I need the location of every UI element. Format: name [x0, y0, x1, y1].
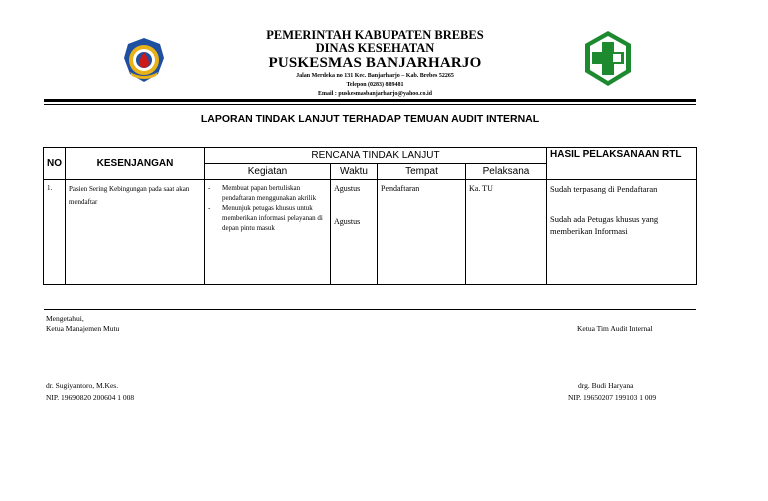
report-title: LAPORAN TINDAK LANJUT TERHADAP TEMUAN AUDIT INTERNAL: [200, 113, 540, 125]
header-kesenjangan: KESENJANGAN: [66, 148, 205, 180]
letterhead-puskesmas: PUSKESMAS BANJARHARJO: [268, 55, 482, 71]
header-tempat: Tempat: [378, 164, 466, 180]
cell-kegiatan: [205, 180, 331, 285]
header-hasil: HASIL PELAKSANAAN RTL: [547, 148, 697, 180]
right-signer-name: drg. Budi Haryana: [578, 381, 634, 390]
cell-kesenjangan: Pasien Sering Kebingungan pada saat akan mendaftar: [66, 180, 205, 285]
letterhead-phone: Telepon (0283) 889481: [346, 82, 404, 88]
bullet-dash: -: [208, 184, 211, 192]
left-signer-role: Ketua Manajemen Mutu: [46, 324, 120, 333]
letterhead-rule-thin: [44, 104, 696, 105]
hasil-value: Sudah ada Petugas khusus yang memberikan Informasi: [550, 214, 659, 236]
hasil-value: Sudah terpasang di Pendaftaran: [550, 184, 658, 194]
right-signer-nip: NIP. 19650207 199103 1 009: [568, 393, 657, 402]
cell-pelaksana: Ka. TU: [466, 180, 547, 285]
cell-hasil: [547, 180, 697, 285]
bullet-dash: -: [208, 204, 211, 212]
waktu-value: Agustus: [334, 184, 361, 193]
letterhead-rule-thick: [44, 99, 696, 102]
kegiatan-text: Menunjuk petugas khusus untuk memberikan informasi pelayanan di depan pintu masuk: [222, 204, 323, 232]
left-signer-nip: NIP. 19690820 200604 1 008: [46, 393, 135, 402]
brebes-regency-emblem-icon: [120, 36, 168, 84]
kegiatan-item: [208, 183, 327, 203]
header-waktu: Waktu: [331, 164, 378, 180]
puskesmas-cross-logo-icon: [583, 30, 633, 87]
letterhead-address: Jalan Merdeka no 131 Kec. Banjarharjo – Kab. Brebes 52265: [296, 73, 454, 79]
cell-tempat: Pendaftaran: [378, 180, 466, 285]
left-signer-name: dr. Sugiyantoro, M.Kes.: [46, 381, 119, 390]
acknowledged-label: Mengetahui,: [46, 314, 84, 323]
header-no: NO: [44, 148, 66, 180]
cell-waktu: [331, 180, 378, 285]
letterhead-department: DINAS KESEHATAN: [315, 41, 435, 55]
audit-followup-table: [43, 147, 697, 285]
header-kegiatan: Kegiatan: [205, 164, 331, 180]
waktu-value: Agustus: [334, 217, 361, 226]
letterhead-government: PEMERINTAH KABUPATEN BREBES: [266, 28, 484, 42]
header-rencana: RENCANA TINDAK LANJUT: [205, 148, 547, 164]
table-row: [44, 180, 697, 285]
section-separator: [44, 309, 696, 310]
letterhead-email: Email : puskesmasbanjarharjo@yahoo.co.id: [318, 91, 432, 97]
kegiatan-text: Membuat papan bertuliskan pendaftaran menggunakan akrilik: [222, 184, 317, 202]
kegiatan-item: [208, 203, 327, 233]
right-signer-role: Ketua Tim Audit Internal: [577, 324, 653, 333]
cell-no: 1.: [44, 180, 66, 285]
header-pelaksana: Pelaksana: [466, 164, 547, 180]
